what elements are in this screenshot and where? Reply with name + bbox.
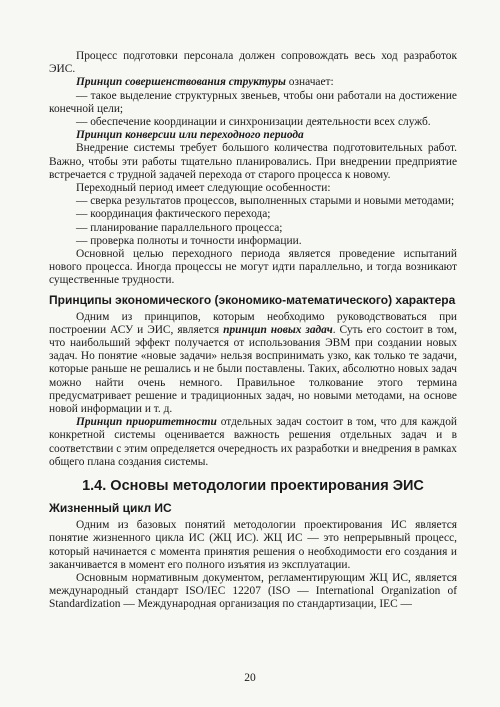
section-heading: 1.4. Основы методологии проектирования ЭИС [82,478,424,495]
paragraph-text: Одним из принципов, которым необходимо руководствоваться при построении АСУ и ЭИС, является [49,310,457,336]
paragraph [49,76,457,89]
list-item: — проверка полноты и точности информации. [76,234,302,247]
paragraph [49,129,457,142]
page-body [49,50,457,612]
emphasis: Принцип приоритетности [76,416,217,429]
list-item: — планирование параллельного процесса; [76,221,283,234]
paragraph: Основной целью переходного периода является проведение испытаний нового процесса. Иногда процессы не могут идти параллельно, и тогда возникают существенные трудности. [49,248,457,287]
emphasis: принцип новых задач [223,323,333,336]
subsection-heading: Жизненный цикл ИС [49,501,172,516]
emphasis: Принцип конверсии или переходного периода [76,129,304,142]
paragraph: Переходный период имеет следующие особенности: [76,182,331,195]
paragraph-text: отдельных задач состоит в том, что для каждой конкретной системы оценивается важность решения отдельных задач и в соответствии с этим определяется очередность их разработки и внедрения в рамках общего плана создания системы. [49,416,458,468]
paragraph-text: . Суть его состоит в том, что наибольший эффект получается от использования ЭВМ при создании новых задач. Но понятие «новые задачи» нельзя воспринимать узко, как только те задачи, которые раньше не решались и не были поставлены. Таких, абсолютно новых задач можно найти очень немного. Правильное толкование этого термина предусматривает решение и традиционных задач, но новыми методами, на основе новой информации и т. д. [49,323,457,416]
paragraph: Внедрение системы требует большого количества подготовительных работ. Важно, чтобы эти работы тщательно планировались. При внедрении предприятие встречается с трудной задачей перехода от старого процесса к новому. [49,142,457,181]
page-number: 20 [244,672,256,684]
paragraph [49,416,457,469]
list-item: — сверка результатов процессов, выполненных старыми и новыми методами; [76,195,455,208]
paragraph: Основным нормативным документом, регламентирующим ЖЦ ИС, является международный стандарт ISO/IEC 12207 (ISO — International Organization of Standardization — Международная организация по стандартизации, IEC — [49,571,457,611]
paragraph: Процесс подготовки персонала должен сопровождать весь ход разработок ЭИС. [49,50,457,76]
paragraph [49,311,457,417]
paragraph: Одним из базовых понятий методологии проектирования ИС является понятие жизненного цикла ИС (ЖЦ ИС). ЖЦ ИС — это непрерывный процесс, который начинается с момента принятия решения о необходимости его создания и заканчивается в момент его полного изъятия из эксплуатации. [49,519,457,571]
subsection-heading: Принципы экономического (экономико-математического) характера [49,292,456,307]
list-item: — координация фактического перехода; [76,208,271,221]
list-item: — обеспечение координации и синхронизации деятельности всех служб. [76,116,431,129]
paragraph-text: означает: [285,76,334,89]
emphasis: Принцип совершенствования структуры [76,76,286,89]
list-item: — такое выделение структурных звеньев, чтобы они работали на достижение конечной цели; [49,89,457,115]
